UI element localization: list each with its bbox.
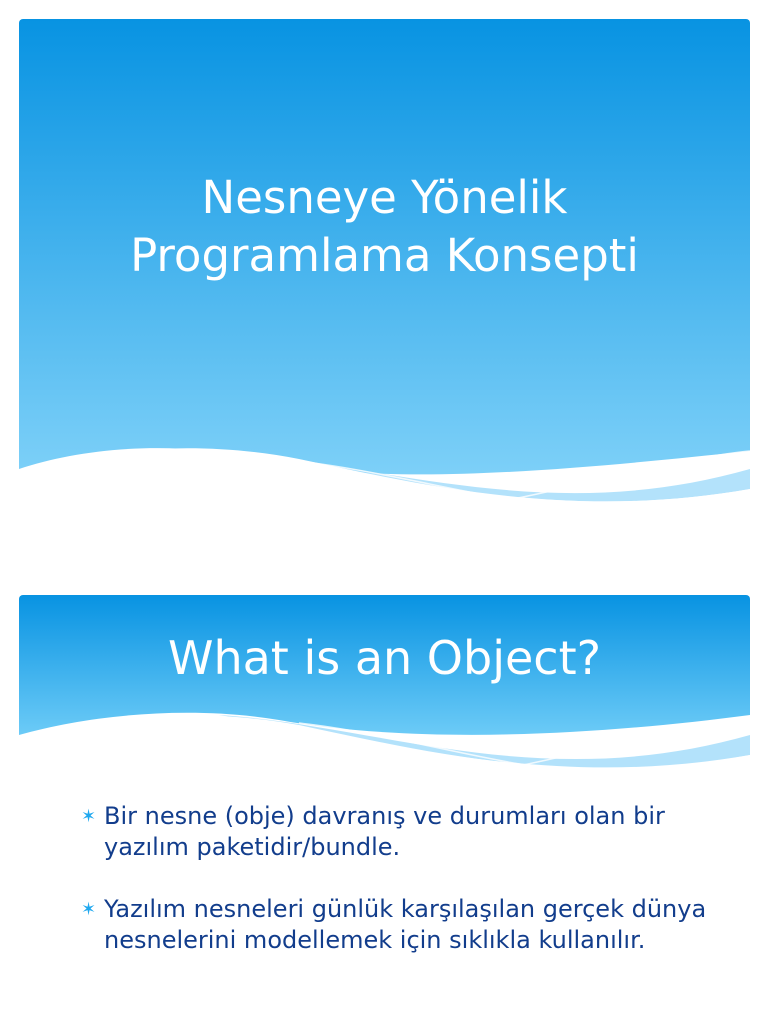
slide-title-line: Nesneye Yönelik [201, 171, 568, 224]
bullet-item [81, 894, 721, 956]
title-slide [19, 19, 750, 549]
slide-title-line: Programlama Konsepti [130, 229, 639, 282]
slide-title: What is an Object? [167, 631, 602, 685]
bullet-item [81, 801, 721, 863]
content-slide [19, 595, 750, 1024]
asterisk-bullet-icon: ✶ [81, 806, 97, 827]
asterisk-bullet-icon: ✶ [81, 899, 97, 920]
bullet-list [81, 801, 721, 987]
bullet-text: Bir nesne (obje) davranış ve durumları olan bir yazılım paketidir/bundle. [104, 802, 665, 861]
bullet-text: Yazılım nesneleri günlük karşılaşılan gerçek dünya nesnelerini modellemek için sıklıkla kullanılır. [104, 895, 707, 954]
slide-title [19, 169, 750, 285]
